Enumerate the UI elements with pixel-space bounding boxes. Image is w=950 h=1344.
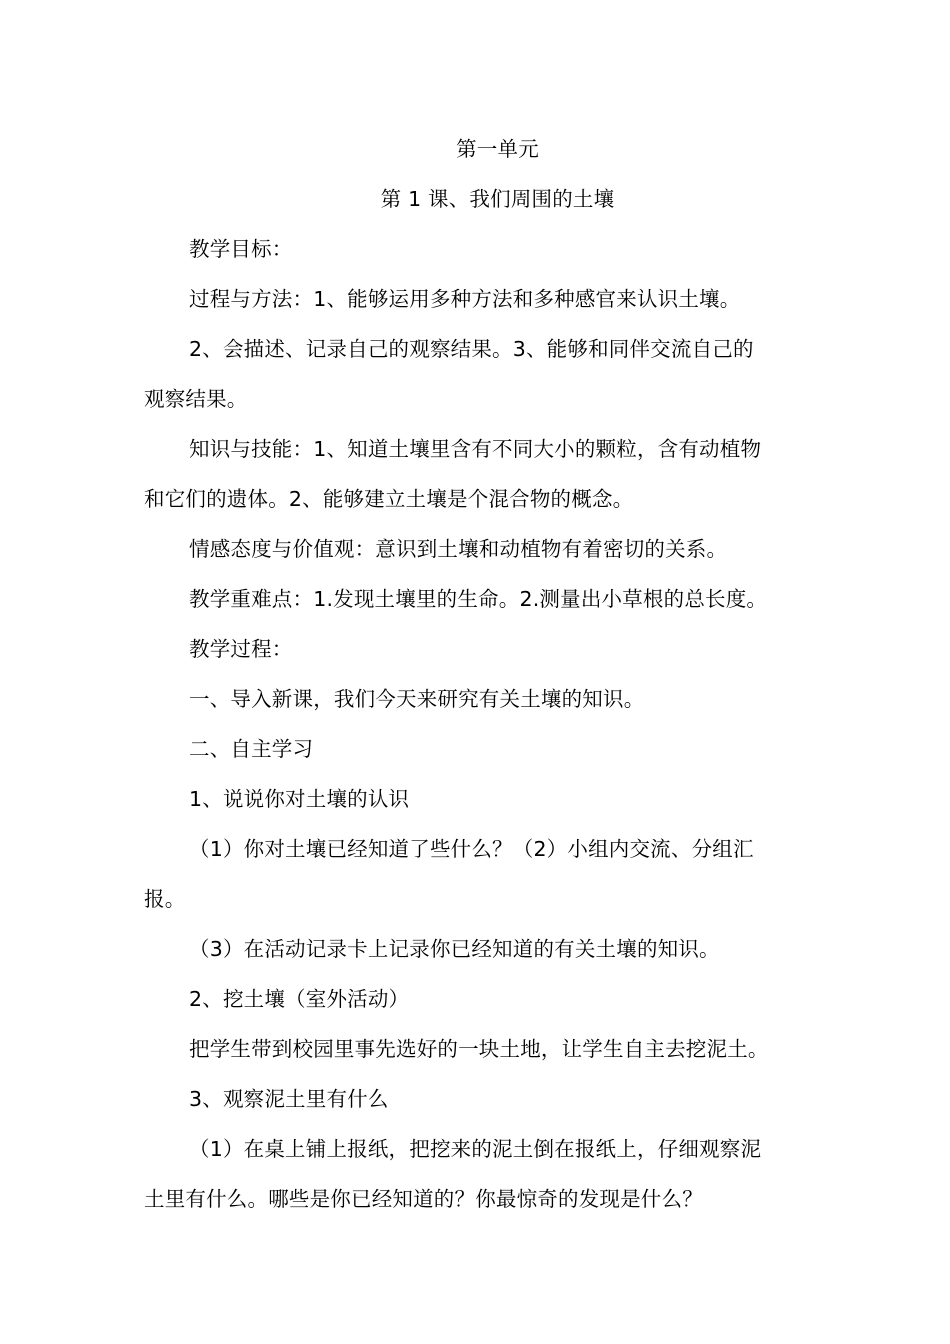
- paragraph-step-3: 3、观察泥土里有什么: [189, 1087, 389, 1111]
- paragraph-step-1-questions: （1）你对土壤已经知道了些什么？（2）小组内交流、分组汇: [189, 837, 754, 861]
- paragraph-self-study-heading: 二、自主学习: [189, 737, 314, 761]
- paragraph-step-1-record: （3）在活动记录卡上记录你已经知道的有关土壤的知识。: [189, 937, 720, 961]
- paragraph-process-method-cont: 观察结果。: [144, 387, 248, 411]
- lesson-title: 第 1 课、我们周围的土壤: [380, 187, 615, 211]
- paragraph-key-points: 教学重难点：1.发现土壤里的生命。2.测量出小草根的总长度。: [189, 587, 768, 611]
- paragraph-process-method: 过程与方法：1、能够运用多种方法和多种感官来认识土壤。: [189, 287, 741, 311]
- unit-title: 第一单元: [456, 137, 539, 161]
- paragraph-process-method-2: 2、会描述、记录自己的观察结果。3、能够和同伴交流自己的: [189, 337, 754, 361]
- paragraph-step-1: 1、说说你对土壤的认识: [189, 787, 410, 811]
- paragraph-knowledge-skills-cont: 和它们的遗体。2、能够建立土壤是个混合物的概念。: [144, 487, 634, 511]
- paragraph-step-2: 2、挖土壤（室外活动）: [189, 987, 410, 1011]
- paragraph-intro: 一、导入新课，我们今天来研究有关土壤的知识。: [189, 687, 645, 711]
- paragraph-step-3-detail-cont: 土里有什么。哪些是你已经知道的？你最惊奇的发现是什么？: [144, 1187, 703, 1211]
- paragraph-knowledge-skills: 知识与技能：1、知道土壤里含有不同大小的颗粒，含有动植物: [189, 437, 762, 461]
- paragraph-step-3-detail: （1）在桌上铺上报纸，把挖来的泥土倒在报纸上，仔细观察泥: [189, 1137, 762, 1161]
- paragraph-teaching-process-heading: 教学过程：: [189, 637, 293, 661]
- paragraph-emotion-values: 情感态度与价值观：意识到土壤和动植物有着密切的关系。: [189, 537, 728, 561]
- paragraph-teaching-goals-heading: 教学目标：: [189, 237, 293, 261]
- paragraph-step-2-detail: 把学生带到校园里事先选好的一块土地，让学生自主去挖泥土。: [189, 1037, 769, 1061]
- paragraph-step-1-questions-cont: 报。: [144, 887, 186, 911]
